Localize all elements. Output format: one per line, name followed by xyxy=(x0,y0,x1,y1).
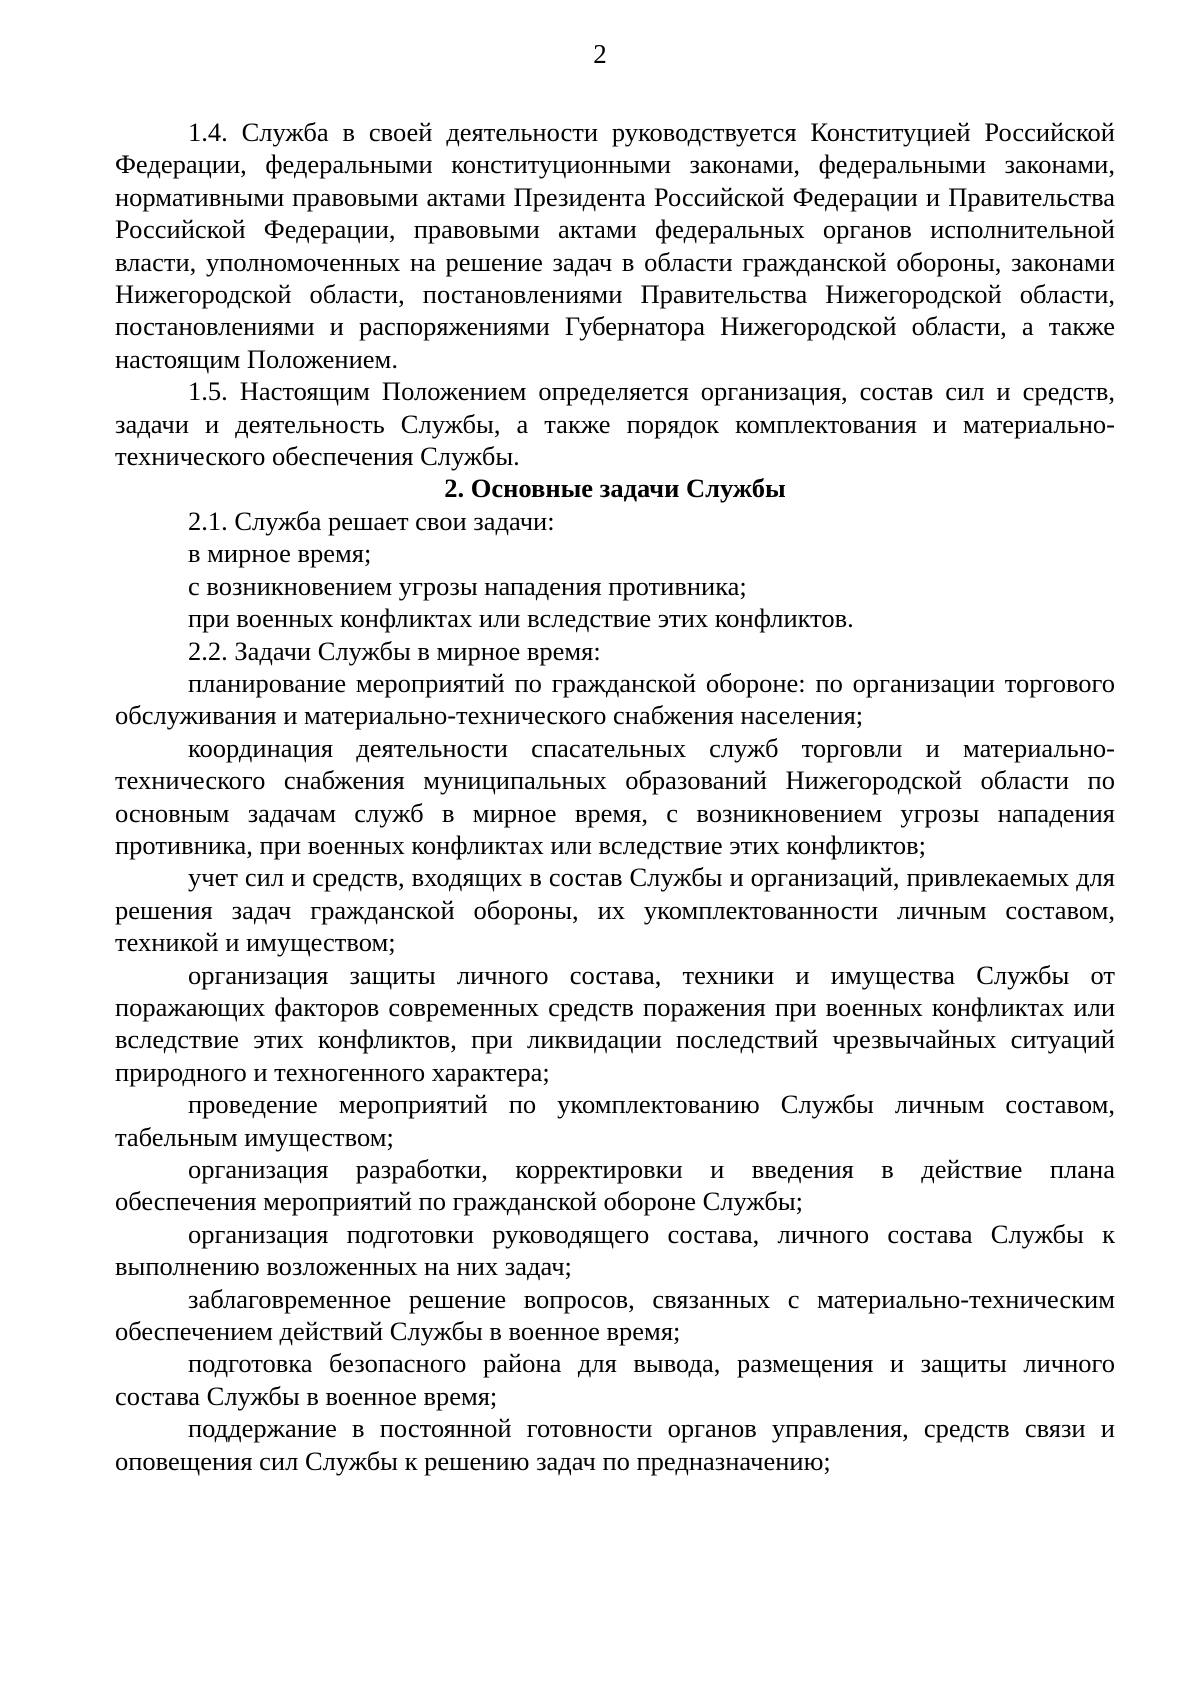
list-item: в мирное время; xyxy=(188,538,372,569)
paragraph-2-1: 2.1. Служба решает свои задачи: xyxy=(188,505,555,536)
paragraph-1-5: 1.5. Настоящим Положением определяется организация, состав сил и средств, задачи и деятельность Службы, а также порядок комплектования и материально-технического обеспечения Службы. xyxy=(115,376,1115,472)
section-heading: 2. Основные задачи Службы xyxy=(444,473,786,504)
list-item: планирование мероприятий по гражданской обороне: по организации торгового обслуживания и материально-технического снабжения населения; xyxy=(115,667,1115,731)
list-item: координация деятельности спасательных служб торговли и материально-технического снабжения муниципальных образований Нижегородской области по основным задачам служб в мирное время, с возникновением угрозы нападения противника, при военных конфликтах или вследствие этих конфликтов; xyxy=(115,732,1115,860)
list-item: подготовка безопасного района для вывода, размещения и защиты личного состава Службы в военное время; xyxy=(115,1348,1115,1411)
list-item: заблаговременное решение вопросов, связанных с материально-техническим обеспечением действий Службы в военное время; xyxy=(115,1283,1115,1347)
list-item: организация разработки, корректировки и введения в действие плана обеспечения мероприятий по гражданской обороне Службы; xyxy=(115,1154,1115,1217)
list-item: учет сил и средств, входящих в состав Службы и организаций, привлекаемых для решения задач гражданской обороны, их укомплектованности личным составом, техникой и имуществом; xyxy=(115,862,1115,958)
list-item: с возникновением угрозы нападения противника; xyxy=(188,570,747,601)
list-item: при военных конфликтах или вследствие этих конфликтов. xyxy=(188,603,854,634)
list-item: проведение мероприятий по укомплектованию Службы личным составом, табельным имуществом; xyxy=(115,1089,1115,1152)
document-body xyxy=(115,116,1115,1477)
list-item: организация защиты личного состава, техники и имущества Службы от поражающих факторов современных средств поражения при военных конфликтах или вследствие этих конфликтов, при ликвидации последствий чрезвычайных ситуаций природного и техногенного характера; xyxy=(115,959,1115,1087)
paragraph-1-4: 1.4. Служба в своей деятельности руководствуется Конституцией Российской Федерации, федеральными конституционными законами, федеральными законами, нормативными правовыми актами Президента Российской Федерации и Правительства Российской Федерации, правовыми актами федеральных органов исполнительной власти, уполномоченных на решение задач в области гражданской обороны, законами Нижегородской области, постановлениями Правительства Нижегородской области, постановлениями и распоряжениями Губернатора Нижегородской области, а также настоящим Положением. xyxy=(115,117,1115,374)
list-item: поддержание в постоянной готовности органов управления, средств связи и оповещения сил Службы к решению задач по предназначению; xyxy=(115,1413,1115,1476)
paragraph-2-2: 2.2. Задачи Службы в мирное время: xyxy=(188,635,601,666)
list-item: организация подготовки руководящего состава, личного состава Службы к выполнению возложенных на них задач; xyxy=(115,1218,1115,1282)
page-number: 2 xyxy=(593,39,607,69)
